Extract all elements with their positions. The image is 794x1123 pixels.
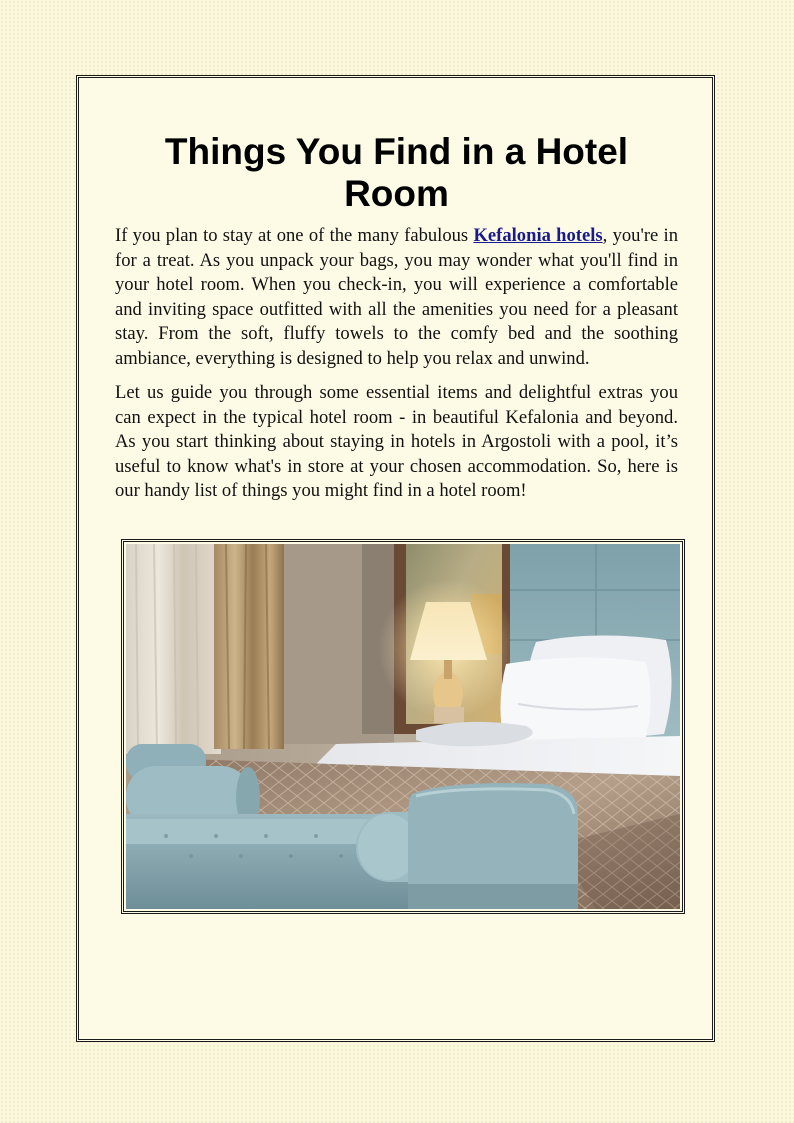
hotel-room-photo-frame (121, 539, 685, 914)
kefalonia-hotels-link[interactable]: Kefalonia hotels (473, 225, 603, 246)
guide-paragraph: Let us guide you through some essential items and delightful extras you can expect in the typical hotel room - in beautiful Kefalonia and beyond. As you start thinking about staying in hotels in Argostoli with a pool, it’s useful to know what's in store at your chosen accommodation. So, here is our handy list of things you might find in a hotel room! (115, 382, 678, 502)
intro-paragraph (115, 224, 678, 372)
hotel-room-photo (126, 544, 680, 909)
intro-text-after-link: , you're in for a treat. As you unpack your bags, you may wonder what you'll find in your hotel room. When you check-in, you will experience a comfortable and inviting space outfitted with all the amenities you need for a pleasant stay. From the soft, fluffy towels to the comfy bed and the soothing ambiance, everything is designed to help you relax and unwind. (115, 225, 678, 369)
page-title: Things You Find in a Hotel Room (164, 131, 629, 214)
intro-text-before-link: If you plan to stay at one of the many fabulous (115, 225, 474, 246)
